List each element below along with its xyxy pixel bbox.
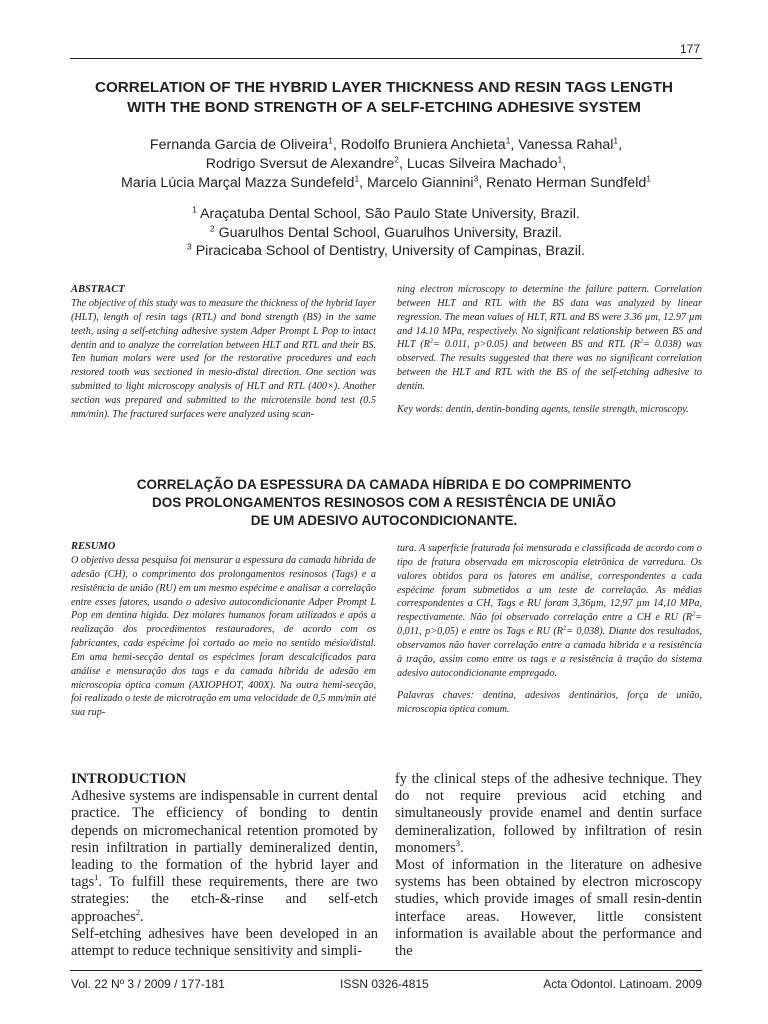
- article-title-line: CORRELATION OF THE HYBRID LAYER THICKNESS AND RESIN TAGS LENGTH: [95, 79, 673, 96]
- author-line: [70, 136, 702, 155]
- abstract-text-continued: [397, 283, 702, 394]
- abstract-text-part: = 0.038) was observed. The results suggested that there was no significant correlation between the HLT and RTL with the BS of the self-etching adhesive to dentin.: [397, 339, 702, 392]
- article-title-line: WITH THE BOND STRENGTH OF A SELF-ETCHING ADHESIVE SYSTEM: [127, 98, 641, 116]
- author-separator: ,: [618, 137, 623, 153]
- affiliation-marker: 1: [613, 135, 619, 146]
- affiliation-marker: 3: [473, 172, 479, 183]
- introduction-heading: INTRODUCTION: [71, 771, 187, 787]
- resumo-heading: RESUMO: [71, 541, 116, 552]
- article-title: [60, 78, 708, 117]
- affiliation-marker: 3: [187, 241, 192, 252]
- resumo-text-part: tura. A superfície fraturada foi mensurada e classificada de acordo com o tipo de fratura observada em microscopia eletrônica de varredura. Os valores obtidos para os fatores em análise, correspondentes a cada espécime foram submetidos a um teste de correlação. As médias correspondentes a CH, Tags e RU foram 3,36µm, 12,97 µm 14,10 MPa, respectivamente. Não foi observado correlação entre a CH e RU (R: [397, 543, 702, 624]
- abstract-text-part: ning electron microscopy to determine the failure pattern. Correlation between HLT and RTL with the BS data was analyzed by linear regression. The mean values of HLT, RTL and BS were 3.36 µm, 12.97 µm and 14.10 MPa, respectively. No significant relationship between BS and HLT (R: [397, 284, 702, 351]
- affiliation: [70, 224, 702, 243]
- superscript: 2: [429, 338, 433, 345]
- author-line: [70, 155, 702, 174]
- introduction-left-column: [71, 771, 378, 960]
- citation-marker: 2: [135, 906, 141, 917]
- abstract-keywords: Key words: dentin, dentin-bonding agents, tensile strength, microscopy.: [397, 403, 689, 415]
- author-name: , Renato Herman Sundfeld: [478, 174, 647, 191]
- author-name: , Marcelo Giannini: [359, 174, 474, 191]
- resumo-text-part: = 0,011, p>0,05) e entre os Tags e RU (R: [397, 612, 702, 638]
- abstract-right-column: [397, 283, 702, 417]
- introduction-right-column: [395, 771, 702, 960]
- citation-marker: 1: [94, 872, 99, 883]
- portuguese-title-line: DOS PROLONGAMENTOS RESINOSOS COM A RESISTÊNCIA DE UNIÃO: [151, 495, 617, 510]
- page-number: 177: [679, 42, 700, 56]
- resumo-left-column: [71, 540, 376, 720]
- abstract-left-column: [71, 283, 376, 422]
- affiliation-marker: 1: [328, 135, 333, 146]
- paragraph-text: .: [140, 908, 144, 925]
- affiliation-marker: 1: [646, 172, 651, 183]
- affiliation-text: Guarulhos Dental School, Guarulhos University, Brazil.: [214, 224, 563, 241]
- author-name: Maria Lúcia Marçal Mazza Sundefeld: [121, 174, 355, 191]
- paragraph-text: . To fulfill these requirements, there are two strategies: the etch-&-rinse and self-etch approaches: [71, 874, 378, 925]
- portuguese-title-line: CORRELAÇÃO DA ESPESSURA DA CAMADA HÍBRIDA E DO COMPRIMENTO: [136, 477, 632, 492]
- resumo-text-part: = 0,038). Diante dos resultados, observamos não haver correlação entre a camada híbrida e a resistência à tração, assim como entre os tags e a resistência à tração do sistema adesivo autocondicionante empregado.: [397, 626, 702, 679]
- author-name: Fernanda Garcia de Oliveira: [149, 137, 329, 153]
- paragraph-text: Adhesive systems are indispensable in current dental practice. The efficiency of bonding to dentin depends on micromechanical retention promoted by resin infiltration in partially demineralized dentin, leading to the formation of the hybrid layer and tags: [71, 788, 378, 891]
- citation-marker: 3: [455, 838, 461, 849]
- abstract-text: The objective of this study was to measure the thickness of the hybrid layer (HLT), length of resin tags (RTL) and bond strength (BS) in the same teeth, using a self-etching adhesive system Adper Prompt L Pop to intact dentin and to analyze the correlation between HLT and RTL and their BS. Ten human molars were used for the restorative procedures and each restored tooth was sectioned in mesio-distal direction. One section was submitted to light microscopy analysis of HLT and RTL (400×). Another section was prepared and submitted to the microtensile bond test (0.5 mm/min). The fractured surfaces were analyzed using scan-: [71, 298, 376, 420]
- portuguese-title-line: DE UM ADESIVO AUTOCONDICIONANTE.: [250, 513, 518, 528]
- footer-volume: Vol. 22 Nº 3 / 2009 / 177-181: [71, 977, 225, 991]
- author-separator: ,: [562, 155, 567, 172]
- author-line: [70, 174, 702, 193]
- footer-rule: [70, 970, 702, 971]
- footer-issn: ISSN 0326-4815: [340, 977, 429, 991]
- author-list: [70, 136, 702, 192]
- affiliation-marker: 2: [394, 154, 400, 165]
- author-name: , Lucas Silveira Machado: [399, 155, 558, 172]
- paragraph-text: .: [460, 839, 464, 856]
- footer-journal: Acta Odontol. Latinoam. 2009: [543, 977, 702, 991]
- affiliation-marker: 1: [354, 172, 360, 183]
- introduction-paragraph: Self-etching adhesives have been developed in an attempt to reduce technique sensitivity and simpli-: [71, 925, 378, 960]
- affiliation-marker: 1: [505, 135, 511, 146]
- affiliation-marker: 1: [557, 154, 563, 165]
- resumo-text: O objetivo dessa pesquisa foi mensurar a espessura da camada híbrida de adesão (CH), o comprimento dos prolongamentos resinosos (Tags) e a resistência de união (RU) em um mesmo espécime e analisar a correlação entre esses fatores, usando o adesivo autocondicionante Adper Prompt L Pop em dentina hígida. Dez molares humanos foram utilizados e após a realização dos procedimentos restauradores, de acordo com os fabricantes, cada espécime foi cortado ao meio no sentido mésio/distal. Em uma hemi-secção dental os espécimes foram descalcificados para análise e mensuração dos tags e da camada híbrida de adesão em microscopia óptica comum (AXIOPHOT, 400X). Na outra hemi-secção, foi realizado o teste de microtração em uma velocidade de 0,5 mm/min até sua rup-: [71, 555, 376, 719]
- author-name: , Rodolfo Bruniera Anchieta: [332, 137, 506, 153]
- affiliation-text: Araçatuba Dental School, São Paulo State University, Brazil.: [196, 206, 580, 222]
- author-name: Rodrigo Sversut de Alexandre: [205, 155, 395, 172]
- abstract-text-part: = 0.011, p>0.05) and between BS and RTL (R: [432, 339, 640, 351]
- superscript: 2: [639, 338, 643, 345]
- affiliation: [70, 242, 702, 261]
- affiliation-marker: 1: [192, 204, 197, 215]
- resumo-text-continued: [397, 542, 702, 680]
- affiliation-list: [70, 205, 702, 261]
- affiliation: [70, 205, 702, 224]
- introduction-paragraph: Most of information in the literature on adhesive systems has been obtained by electron microscopy studies, which provide images of small resin-dentin interface areas. However, little consistent information is available about the performance and the: [395, 857, 702, 960]
- introduction-paragraph: [395, 771, 702, 857]
- resumo-keywords: Palavras chaves: dentina, adesivos dentinários, força de união, microscopia óptica comum.: [397, 690, 702, 716]
- introduction-paragraph: [71, 788, 378, 926]
- superscript: 2: [692, 611, 696, 618]
- portuguese-title: [60, 476, 708, 530]
- abstract-heading: ABSTRACT: [71, 284, 125, 295]
- resumo-right-column: [397, 542, 702, 717]
- affiliation-marker: 2: [209, 222, 215, 233]
- superscript: 2: [563, 625, 567, 632]
- paragraph-text: fy the clinical steps of the adhesive technique. They do not require previous acid etching and simultaneously provide enamel and dentin surface demineralization, followed by infiltration of resin monomers: [395, 771, 702, 856]
- author-name: , Vanessa Rahal: [510, 137, 614, 153]
- header-rule: [70, 58, 702, 59]
- affiliation-text: Piracicaba School of Dentistry, University of Campinas, Brazil.: [191, 243, 585, 260]
